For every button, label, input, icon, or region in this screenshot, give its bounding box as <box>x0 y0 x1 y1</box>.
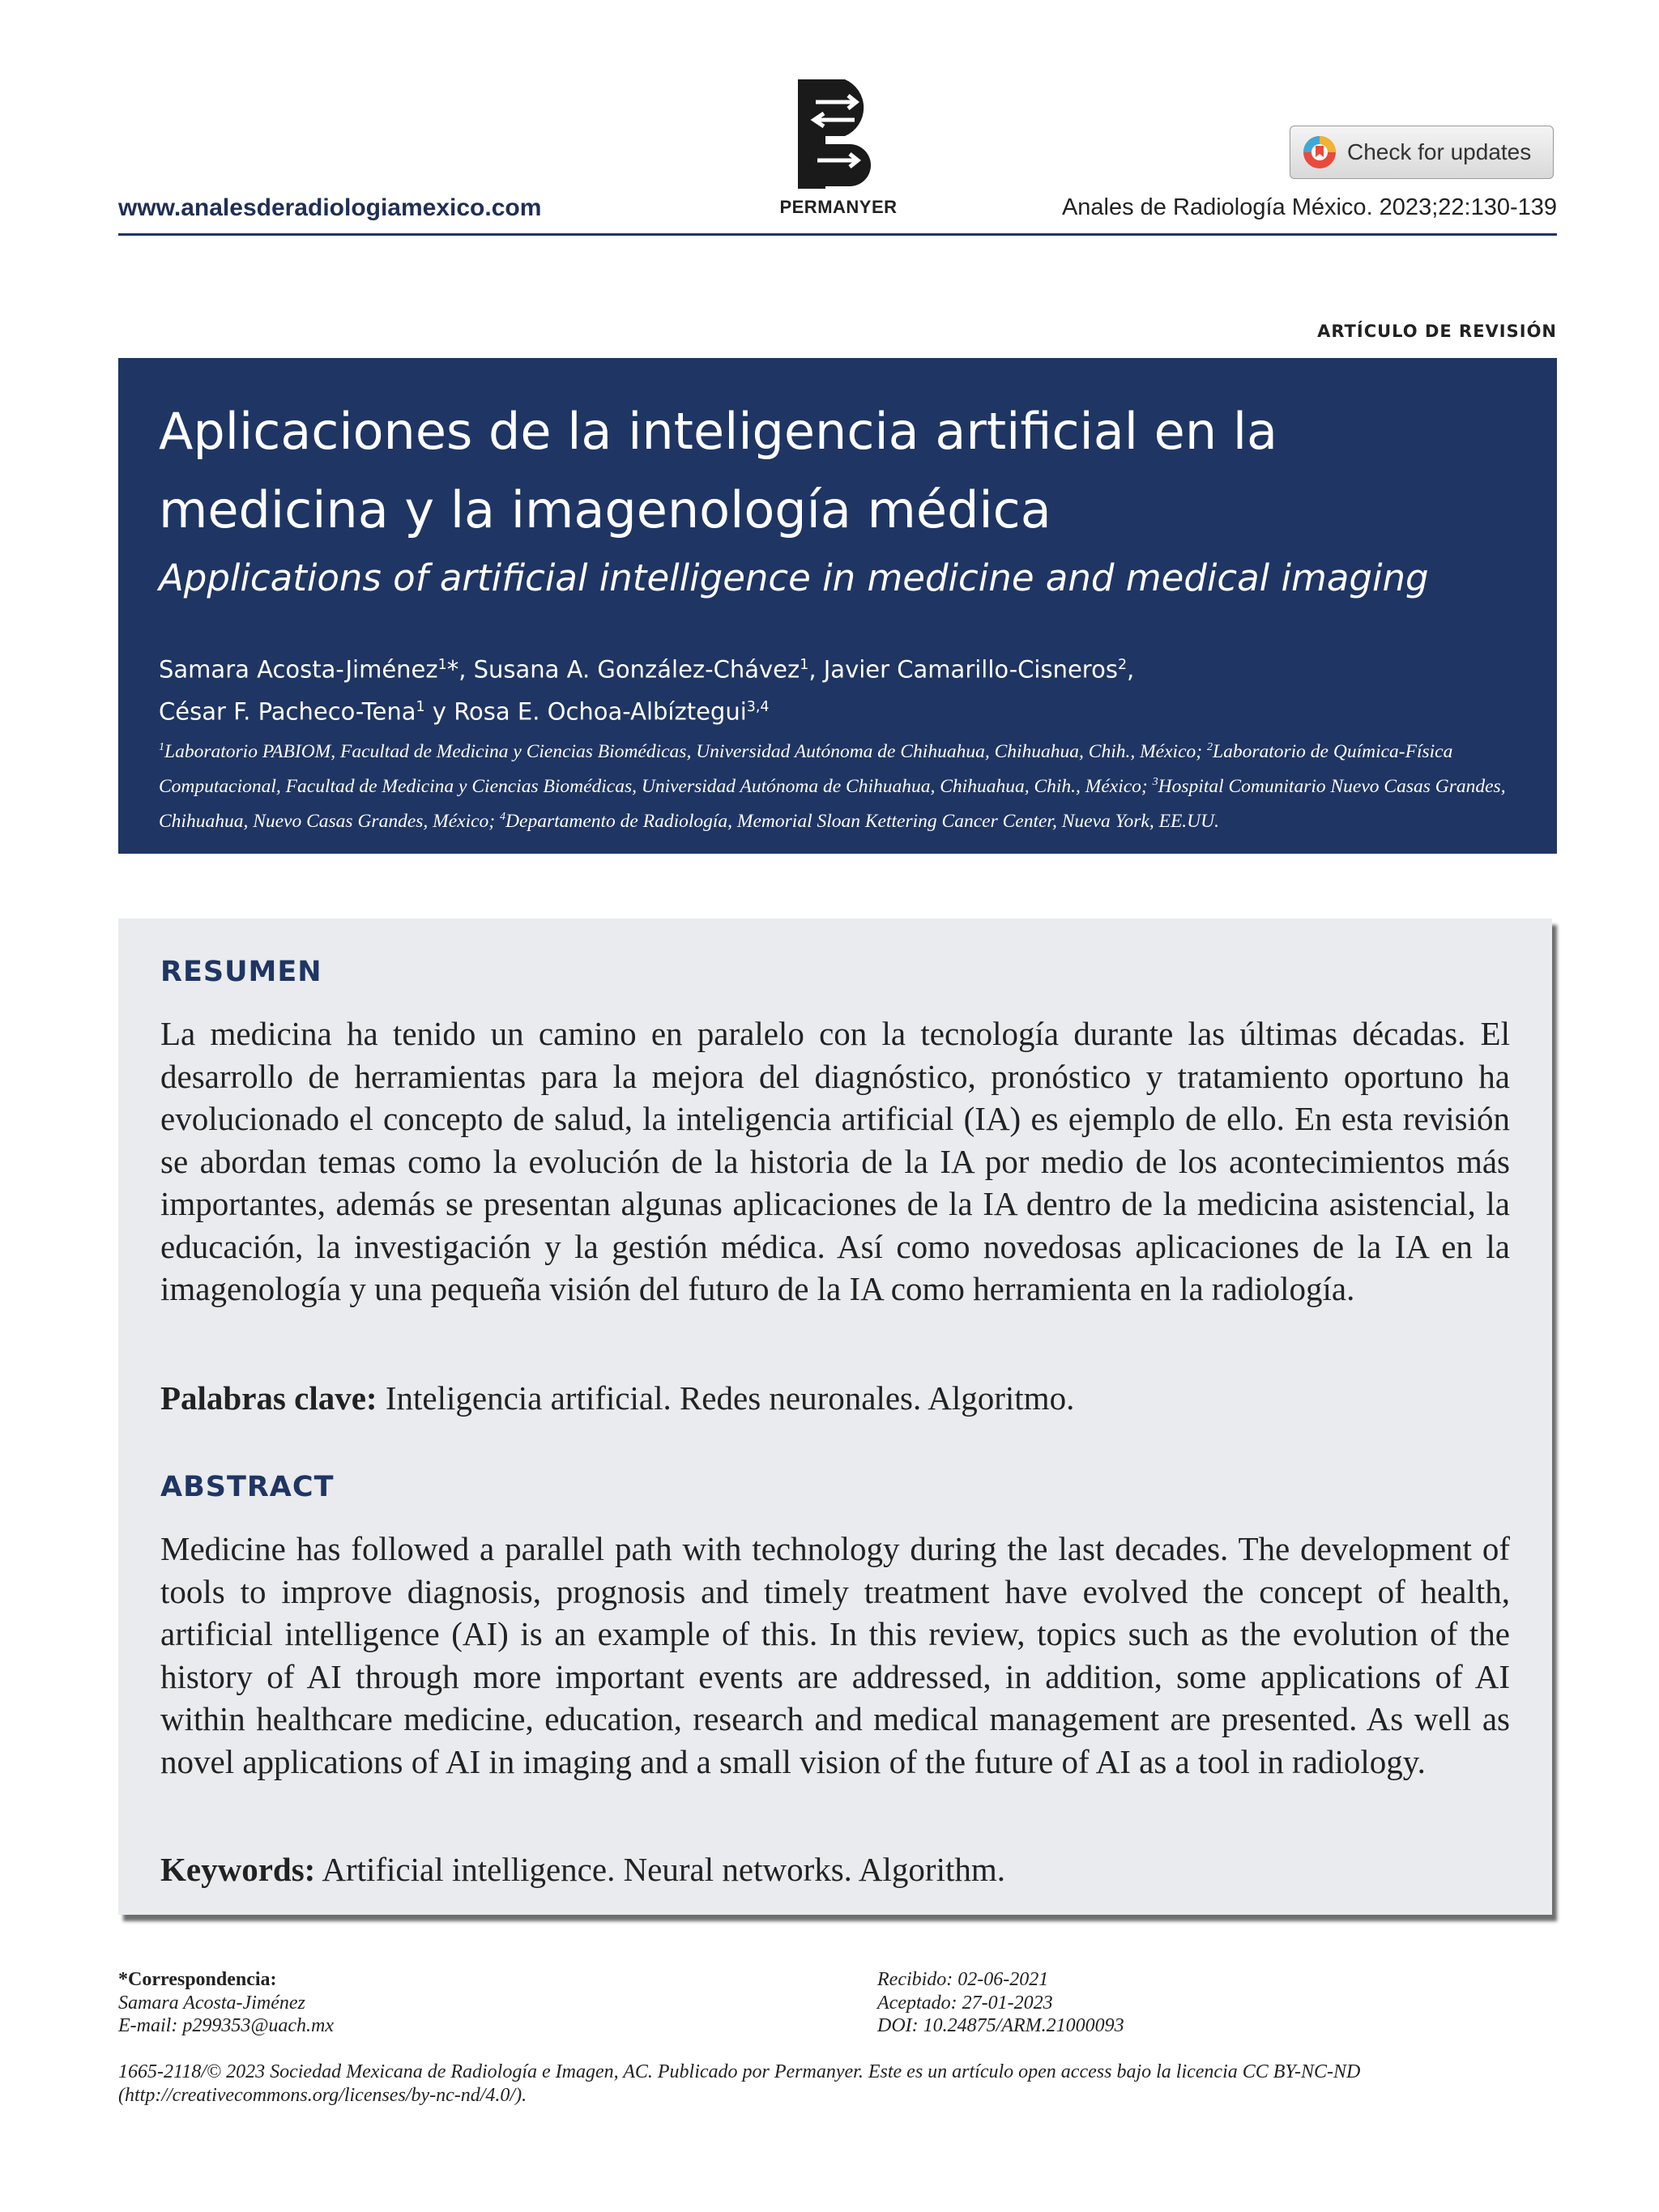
doi[interactable]: DOI: 10.24875/ARM.21000093 <box>877 2015 1124 2036</box>
affiliation-number: 1 <box>159 740 165 753</box>
license-line-1: 1665-2118/© 2023 Sociedad Mexicana de Radiología e Imagen, AC. Publicado por Permanyer. Este es un artículo open access bajo la licencia CC BY-NC-ND <box>118 2061 1361 2082</box>
journal-website-link[interactable]: www.analesderadiologiamexico.com <box>118 194 542 221</box>
permanyer-logo <box>798 79 876 189</box>
keywords-label: Keywords: <box>160 1851 316 1888</box>
author-name: Rosa E. Ochoa-Albíztegui <box>454 697 747 726</box>
author-separator: , <box>458 655 474 684</box>
affiliation-number: 3 <box>1152 774 1158 788</box>
affiliations <box>159 732 1536 836</box>
title-block <box>118 358 1557 854</box>
palabras-clave-label: Palabras clave: <box>160 1379 377 1417</box>
article-type-label: ARTÍCULO DE REVISIÓN <box>1317 322 1557 341</box>
resumen-heading: RESUMEN <box>160 956 322 988</box>
author-affiliation-number: 2 <box>1117 657 1128 673</box>
author-name: Samara Acosta-Jiménez <box>159 655 438 684</box>
author-affiliation-number: 1 <box>800 657 809 673</box>
title-english: Applications of artificial intelligence in medicine and medical imaging <box>159 556 1429 599</box>
author-affiliation-number: 3,4 <box>746 698 770 715</box>
abstract-text: Medicine has followed a parallel path with technology during the last decades. The development of tools to improve diagnosis, prognosis and timely treatment have evolved the concept of health, artificial intelligence (AI) is an example of this. In this review, topics such as the evolution of the history of AI through more important events are addressed, in addition, some applications of AI within healthcare medicine, education, research and medical management are presented. As well as novel applications of AI in imaging and a small vision of the future of AI as a tool in radiology. <box>160 1530 1510 1780</box>
author-name: César F. Pacheco-Tena <box>159 697 416 726</box>
correspondence <box>118 1968 334 2038</box>
affiliation-number: 4 <box>500 809 506 823</box>
license-notice <box>118 2061 1560 2107</box>
author-name: Susana A. González-Chávez <box>473 655 800 684</box>
palabras-clave <box>160 1379 1074 1417</box>
accepted-date: Aceptado: 27-01-2023 <box>877 1992 1053 2014</box>
title-spanish <box>159 392 1503 549</box>
palabras-clave-values: Inteligencia artificial. Redes neuronales. Algoritmo. <box>385 1379 1075 1417</box>
header-divider <box>118 233 1557 236</box>
journal-citation: Anales de Radiología México. 2023;22:130-139 <box>1061 194 1557 220</box>
affiliation-number: 2 <box>1206 740 1213 753</box>
title-spanish-line-2: medicina y la imagenología médica <box>159 480 1051 539</box>
correspondence-name: Samara Acosta-Jiménez <box>118 1992 305 2014</box>
author-name: Javier Camarillo-Cisneros <box>823 655 1118 684</box>
check-for-updates-label: Check for updates <box>1347 139 1532 164</box>
keywords <box>160 1850 1005 1889</box>
affiliation-text: Laboratorio PABIOM, Facultad de Medicina y Ciencias Biomédicas, Universidad Autónoma de Chihuahua, Chihuahua, Chih., México; <box>164 740 1207 762</box>
author-list <box>159 646 1536 730</box>
publisher-name: PERMANYER <box>779 197 898 217</box>
author-separator: , <box>808 655 824 684</box>
correspondence-label: *Correspondencia: <box>118 1969 277 1990</box>
affiliation-text: Departamento de Radiología, Memorial Sloan Kettering Cancer Center, Nueva York, EE.UU. <box>505 810 1219 832</box>
received-date: Recibido: 02-06-2021 <box>877 1969 1049 1990</box>
author-affiliation-number: 1 <box>437 657 447 673</box>
corresponding-author-mark: * <box>446 655 459 684</box>
license-url[interactable]: (http://creativecommons.org/licenses/by-nc-nd/4.0/). <box>118 2084 527 2106</box>
article-dates <box>877 1968 1124 2038</box>
title-spanish-line-1: Aplicaciones de la inteligencia artificial en la <box>159 402 1278 461</box>
abstract-box <box>118 918 1552 1915</box>
author-line-2 <box>159 688 1536 731</box>
abstract-heading: ABSTRACT <box>160 1471 335 1503</box>
crossmark-icon <box>1302 134 1337 170</box>
author-separator: y <box>424 697 454 726</box>
author-separator: , <box>1127 655 1135 684</box>
keywords-values: Artificial intelligence. Neural networks. Algorithm. <box>322 1851 1005 1888</box>
permanyer-logo-icon <box>798 79 876 189</box>
correspondence-email[interactable]: E-mail: p299353@uach.mx <box>118 2015 335 2036</box>
resumen-text: La medicina ha tenido un camino en paralelo con la tecnología durante las últimas décadas. El desarrollo de herramientas para la mejora del diagnóstico, pronóstico y tratamiento oportuno ha evolucionado el concepto de salud, la inteligencia artificial (IA) es ejemplo de ello. En esta revisión se abordan temas como la evolución de la historia de la IA por medio de los acontecimientos más importantes, además se presentan algunas aplicaciones de la IA dentro de la medicina asistencial, la educación, la investigación y la gestión médica. Así como novedosas aplicaciones de la IA en la imagenología y una pequeña visión del futuro de la IA como herramienta en la radiología. <box>160 1015 1510 1307</box>
author-line-1 <box>159 646 1536 688</box>
affiliation-text: Hospital Comunitario Nuevo Casas Grandes, Chihuahua, Nuevo Casas Grandes, México; <box>159 775 1506 832</box>
author-affiliation-number: 1 <box>416 698 425 715</box>
affiliation-text: Laboratorio de Química-Física Computacional, Facultad de Medicina y Ciencias Biomédicas, Universidad Autónoma de Chihuahua, Chihuahua, Chih., México; <box>159 740 1453 797</box>
check-for-updates-button[interactable] <box>1290 126 1554 179</box>
